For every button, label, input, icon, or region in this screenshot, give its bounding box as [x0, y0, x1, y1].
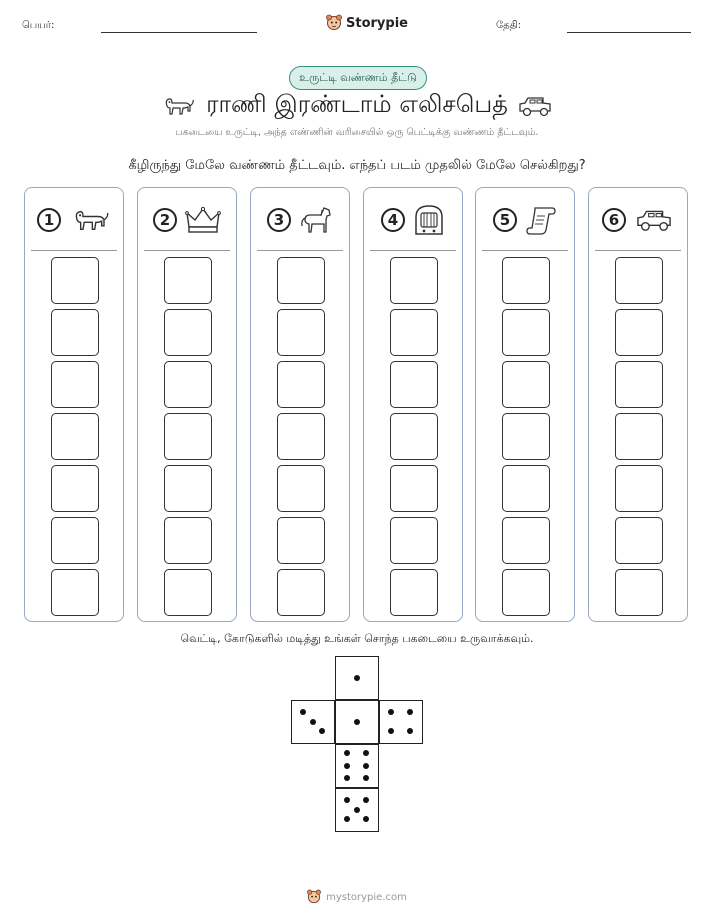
- cut-instruction: வெட்டி, கோடுகளில் மடித்து உங்கள் சொந்த பகடையை உருவாக்கவும்.: [180, 632, 534, 645]
- dice-pip: [300, 709, 306, 715]
- color-box[interactable]: [502, 257, 550, 304]
- color-box[interactable]: [390, 465, 438, 512]
- scroll-icon: [525, 204, 557, 236]
- column-1: [24, 187, 124, 622]
- color-box[interactable]: [390, 257, 438, 304]
- color-box[interactable]: [502, 465, 550, 512]
- dice-pip: [354, 675, 360, 681]
- storypie-mascot-icon: [307, 889, 321, 905]
- page-title: ராணி இரண்டாம் எலிசபெத்: [206, 90, 508, 118]
- color-box[interactable]: [164, 517, 212, 564]
- dice-face-1: [335, 656, 379, 700]
- color-box[interactable]: [51, 569, 99, 616]
- color-box[interactable]: [390, 309, 438, 356]
- color-box[interactable]: [277, 517, 325, 564]
- color-box[interactable]: [51, 517, 99, 564]
- column-number: 2: [153, 208, 177, 232]
- dice-pip: [319, 728, 325, 734]
- dice-pip: [344, 797, 350, 803]
- dice-pip: [344, 750, 350, 756]
- jeep-icon: [517, 92, 553, 124]
- dice-pip: [344, 775, 350, 781]
- color-box[interactable]: [615, 309, 663, 356]
- dice-face-3: [335, 700, 379, 744]
- color-box[interactable]: [390, 569, 438, 616]
- color-box[interactable]: [277, 569, 325, 616]
- dice-pip: [310, 719, 316, 725]
- dice-pip: [354, 807, 360, 813]
- color-box[interactable]: [502, 361, 550, 408]
- name-label: பெயர்:: [22, 20, 55, 31]
- color-box[interactable]: [164, 257, 212, 304]
- dice-pip: [354, 719, 360, 725]
- column-number: 6: [602, 208, 626, 232]
- color-box[interactable]: [390, 413, 438, 460]
- dice-pip: [407, 709, 413, 715]
- color-box[interactable]: [502, 413, 550, 460]
- color-box[interactable]: [615, 361, 663, 408]
- dice-face-2: [291, 700, 335, 744]
- subtitle-instruction: பகடையை உருட்டி, அந்த எண்ணின் வரிசையில் ஒரு பெட்டிக்கு வண்ணம் தீட்டவும்.: [175, 127, 539, 138]
- color-box[interactable]: [51, 465, 99, 512]
- column-number: 4: [381, 208, 405, 232]
- color-box[interactable]: [51, 413, 99, 460]
- crown-icon: [185, 205, 221, 235]
- dice-face-5: [335, 744, 379, 788]
- dice-pip: [363, 775, 369, 781]
- color-box[interactable]: [615, 517, 663, 564]
- color-box[interactable]: [615, 413, 663, 460]
- column-2: [137, 187, 237, 622]
- color-box[interactable]: [615, 569, 663, 616]
- brand-name: Storypie: [346, 15, 408, 31]
- color-box[interactable]: [51, 257, 99, 304]
- color-box[interactable]: [277, 361, 325, 408]
- color-box[interactable]: [277, 309, 325, 356]
- activity-tag: உருட்டி வண்ணம் தீட்டு: [289, 66, 427, 90]
- color-box[interactable]: [502, 309, 550, 356]
- dice-pip: [388, 728, 394, 734]
- footer-url: mystorypie.com: [326, 891, 407, 903]
- color-box[interactable]: [502, 517, 550, 564]
- column-number: 5: [493, 208, 517, 232]
- color-box[interactable]: [390, 517, 438, 564]
- name-field-line[interactable]: [101, 32, 257, 33]
- color-box[interactable]: [164, 465, 212, 512]
- dice-pip: [363, 763, 369, 769]
- horse-icon: [299, 204, 333, 236]
- color-box[interactable]: [277, 413, 325, 460]
- jeep-icon: [634, 205, 674, 235]
- column-6: [588, 187, 688, 622]
- color-box[interactable]: [51, 361, 99, 408]
- color-box[interactable]: [615, 257, 663, 304]
- dice-pip: [344, 816, 350, 822]
- radio-icon: [413, 203, 445, 237]
- color-box[interactable]: [277, 465, 325, 512]
- dog-icon: [69, 206, 111, 234]
- date-field-line[interactable]: [567, 32, 691, 33]
- color-box[interactable]: [502, 569, 550, 616]
- color-box[interactable]: [164, 309, 212, 356]
- brand-logo: [326, 14, 408, 32]
- coloring-instruction: கீழிருந்து மேலே வண்ணம் தீட்டவும். எந்தப் படம் முதலில் மேலே செல்கிறது?: [128, 158, 586, 173]
- color-box[interactable]: [277, 257, 325, 304]
- column-5: [475, 187, 575, 622]
- date-label: தேதி:: [496, 20, 522, 31]
- color-box[interactable]: [390, 361, 438, 408]
- dice-pip: [363, 797, 369, 803]
- dice-pip: [407, 728, 413, 734]
- dice-pip: [363, 816, 369, 822]
- dice-pip: [363, 750, 369, 756]
- column-number: 3: [267, 208, 291, 232]
- dice-pip: [388, 709, 394, 715]
- storypie-mascot-icon: [326, 14, 342, 32]
- color-box[interactable]: [164, 569, 212, 616]
- dice-face-6: [335, 788, 379, 832]
- footer: [0, 889, 714, 905]
- dice-pip: [344, 763, 350, 769]
- color-box[interactable]: [51, 309, 99, 356]
- column-3: [250, 187, 350, 622]
- color-box[interactable]: [615, 465, 663, 512]
- color-box[interactable]: [164, 413, 212, 460]
- dice-face-4: [379, 700, 423, 744]
- color-box[interactable]: [164, 361, 212, 408]
- column-4: [363, 187, 463, 622]
- column-number: 1: [37, 208, 61, 232]
